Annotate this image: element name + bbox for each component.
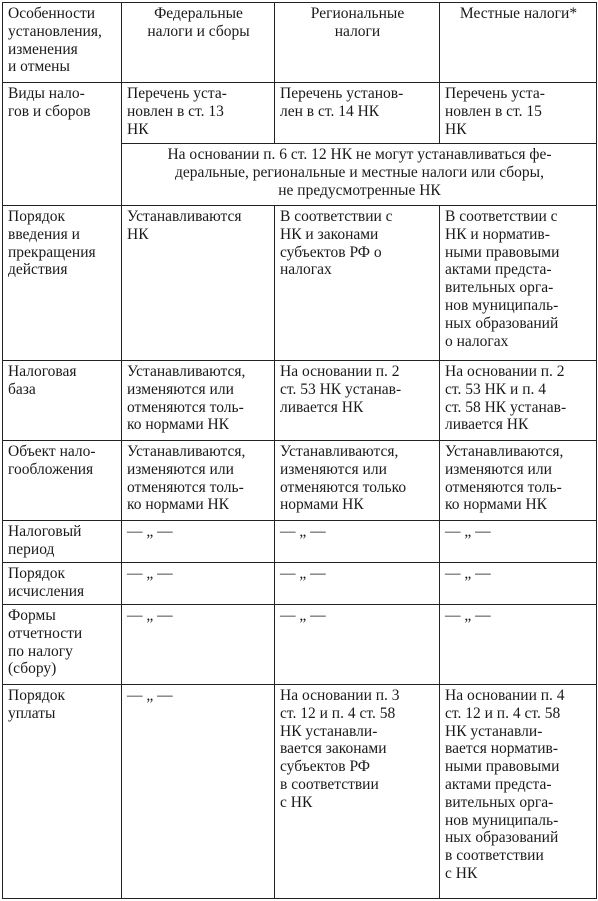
cell-federal: Устанавливаются НК	[122, 206, 275, 361]
row-label: Формы отчетности по налогу (сбору)	[3, 605, 122, 685]
cell-federal: — „ —	[122, 563, 275, 605]
cell-local: В соответствии с НК и норматив- ными правовыми актами предста- вительных орга- нов муниципаль- ных образований о налогах	[440, 206, 597, 361]
tax-comparison-table	[2, 2, 597, 899]
table-row	[3, 206, 597, 361]
table-row	[3, 605, 597, 685]
cell-local: Перечень уста- новлен в ст. 15 НК	[440, 83, 597, 144]
cell-federal: — „ —	[122, 685, 275, 899]
cell-regional: — „ —	[275, 605, 440, 685]
cell-federal: — „ —	[122, 605, 275, 685]
cell-local: На основании п. 2 ст. 53 НК и п. 4 ст. 58 НК устанав- ливается НК	[440, 361, 597, 441]
cell-federal: Перечень уста- новлен в ст. 13 НК	[122, 83, 275, 144]
row-label: Порядок введения и прекращения действия	[3, 206, 122, 361]
row-label: Налоговая база	[3, 361, 122, 441]
row-label: Объект нало- гообложения	[3, 441, 122, 521]
note-cell: На основании п. 6 ст. 12 НК не могут устанавливаться фе- деральные, региональные и местные налоги или сборы, не предусмотренные НК	[122, 144, 597, 206]
cell-local: На основании п. 4 ст. 12 и п. 4 ст. 58 НК устанавли- вается норматив- ными правовыми актами предста- вительных орга- нов муниципаль- ных образований в соответствии с НК	[440, 685, 597, 899]
header-local: Местные налоги*	[440, 3, 597, 83]
row-label: Порядок уплаты	[3, 685, 122, 899]
cell-regional: В соответствии с НК и законами субъектов РФ о налогах	[275, 206, 440, 361]
table-row	[3, 521, 597, 563]
row-label: Налоговый период	[3, 521, 122, 563]
row-label: Порядок исчисления	[3, 563, 122, 605]
cell-regional: Устанавливаются, изменяются или отменяются только нормами НК	[275, 441, 440, 521]
table-row	[3, 563, 597, 605]
table-row	[3, 83, 597, 144]
cell-regional: — „ —	[275, 521, 440, 563]
table-row	[3, 685, 597, 899]
cell-regional: — „ —	[275, 563, 440, 605]
cell-local: — „ —	[440, 521, 597, 563]
header-features: Особенности установления, изменения и отмены	[3, 3, 122, 83]
cell-local: — „ —	[440, 563, 597, 605]
cell-local: — „ —	[440, 605, 597, 685]
header-row	[3, 3, 597, 83]
cell-federal: — „ —	[122, 521, 275, 563]
header-regional: Региональные налоги	[275, 3, 440, 83]
cell-federal: Устанавливаются, изменяются или отменяются толь- ко нормами НК	[122, 361, 275, 441]
cell-regional: Перечень установ- лен в ст. 14 НК	[275, 83, 440, 144]
cell-federal: Устанавливаются, изменяются или отменяются толь- ко нормами НК	[122, 441, 275, 521]
table-row	[3, 441, 597, 521]
cell-regional: На основании п. 2 ст. 53 НК устанав- ливается НК	[275, 361, 440, 441]
cell-regional: На основании п. 3 ст. 12 и п. 4 ст. 58 НК устанавли- вается законами субъектов РФ в соответствии с НК	[275, 685, 440, 899]
row-label: Виды нало- гов и сборов	[3, 83, 122, 206]
table-row	[3, 361, 597, 441]
header-federal: Федеральные налоги и сборы	[122, 3, 275, 83]
cell-local: Устанавливаются, изменяются или отменяются толь- ко нормами НК	[440, 441, 597, 521]
